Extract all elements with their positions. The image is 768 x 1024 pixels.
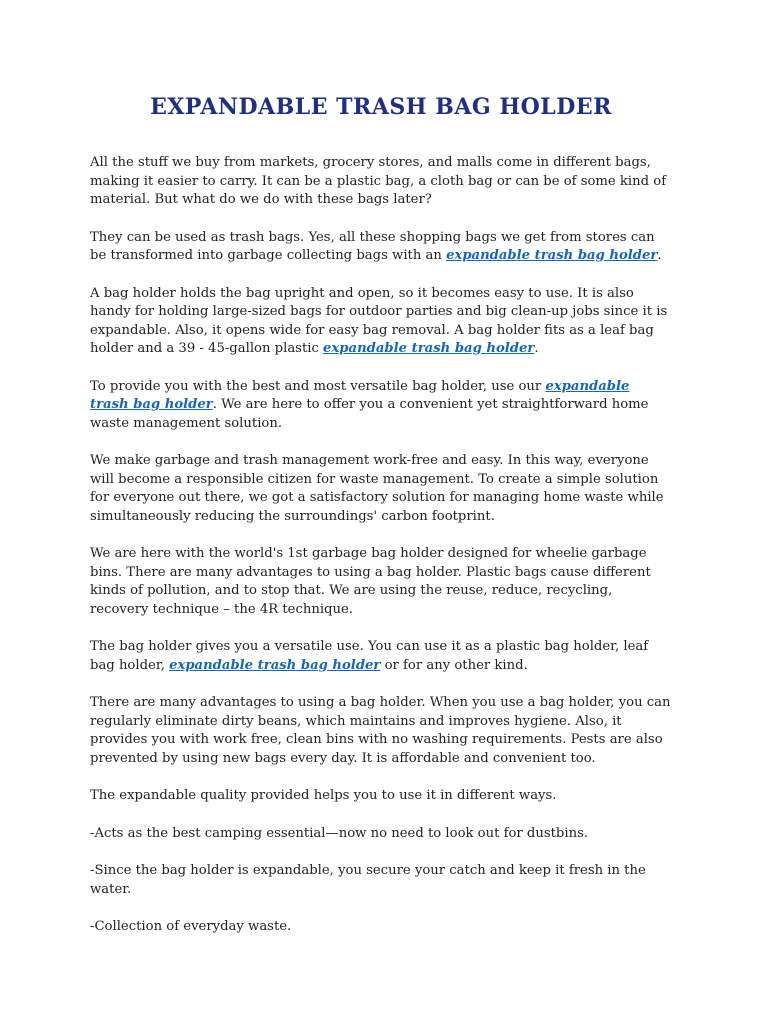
- paragraph-text: There are many advantages to using a bag holder. When you use a bag holder, you can regularly eliminate dirty beans, which maintains and improves hygiene. Also, it provides you with work free, clean bins with no washing requirements. Pests are also prevented by using new bags every day. It is affordable and convenient too.: [90, 695, 671, 766]
- paragraph-text: The bag holder gives you a versatile use. You can use it as a plastic bag holder, leaf bag holder,: [90, 639, 649, 673]
- paragraph-text: or for any other kind.: [380, 657, 528, 673]
- paragraph-versatile-use: [90, 638, 672, 675]
- paragraph-management: [90, 452, 672, 526]
- paragraph-text: -Since the bag holder is expandable, you secure your catch and keep it fresh in the water.: [90, 863, 646, 897]
- list-item-catch: [90, 862, 672, 899]
- expandable-trash-bag-holder-link[interactable]: expandable trash bag holder: [323, 341, 535, 356]
- paragraph-trash-bags: [90, 229, 672, 266]
- paragraph-text: The expandable quality provided helps you to use it in different ways.: [90, 788, 557, 803]
- paragraph-advantages: [90, 694, 672, 768]
- paragraph-intro: [90, 154, 672, 210]
- paragraph-text: .: [657, 248, 662, 263]
- list-item-waste: [90, 918, 672, 937]
- paragraph-bag-holder: [90, 285, 672, 359]
- paragraph-wheelie-bins: [90, 545, 672, 619]
- expandable-trash-bag-holder-link[interactable]: expandable trash bag holder: [169, 657, 381, 673]
- paragraph-text: -Acts as the best camping essential—now no need to look out for dustbins.: [90, 825, 589, 841]
- paragraph-versatile: [90, 378, 672, 434]
- paragraph-text: .: [534, 341, 539, 356]
- paragraph-text: They can be used as trash bags. Yes, all these shopping bags we get from stores can be transformed into garbage collecting bags with an: [90, 229, 655, 263]
- expandable-trash-bag-holder-link[interactable]: expandable trash bag holder: [446, 248, 658, 263]
- expandable-trash-bag-holder-link[interactable]: expandable trash bag holder: [90, 378, 630, 412]
- paragraph-expandable-quality: [90, 787, 672, 806]
- paragraph-text: We make garbage and trash management work-free and easy. In this way, everyone will become a responsible citizen for waste management. To create a simple solution for everyone out there, we got a satisfactory solution for managing home waste while simultaneously reducing the surroundings' carbon footprint.: [90, 453, 664, 524]
- paragraph-text: -Collection of everyday waste.: [90, 919, 292, 934]
- paragraph-text: A bag holder holds the bag upright and open, so it becomes easy to use. It is also handy for holding large-sized bags for outdoor parties and big clean-up jobs since it is expandable. Also, it opens wide for easy bag removal. A bag holder fits as a leaf bag holder and a 39 - 45-gallon plastic: [90, 285, 668, 356]
- list-item-camping: [90, 825, 672, 844]
- paragraph-text: . We are here to offer you a convenient yet straightforward home waste management solution.: [90, 397, 649, 431]
- paragraph-text: We are here with the world's 1st garbage bag holder designed for wheelie garbage bins. There are many advantages to using a bag holder. Plastic bags cause different kinds of pollution, and to stop that. We are using the reuse, reduce, recycling, recovery technique – the 4R technique.: [90, 546, 651, 617]
- page-title: EXPANDABLE TRASH BAG HOLDER: [150, 94, 612, 120]
- paragraph-text: To provide you with the best and most versatile bag holder, use our: [90, 378, 546, 394]
- paragraph-text: All the stuff we buy from markets, grocery stores, and malls come in different bags, making it easier to carry. It can be a plastic bag, a cloth bag or can be of some kind of material. But what do we do with these bags later?: [90, 155, 667, 207]
